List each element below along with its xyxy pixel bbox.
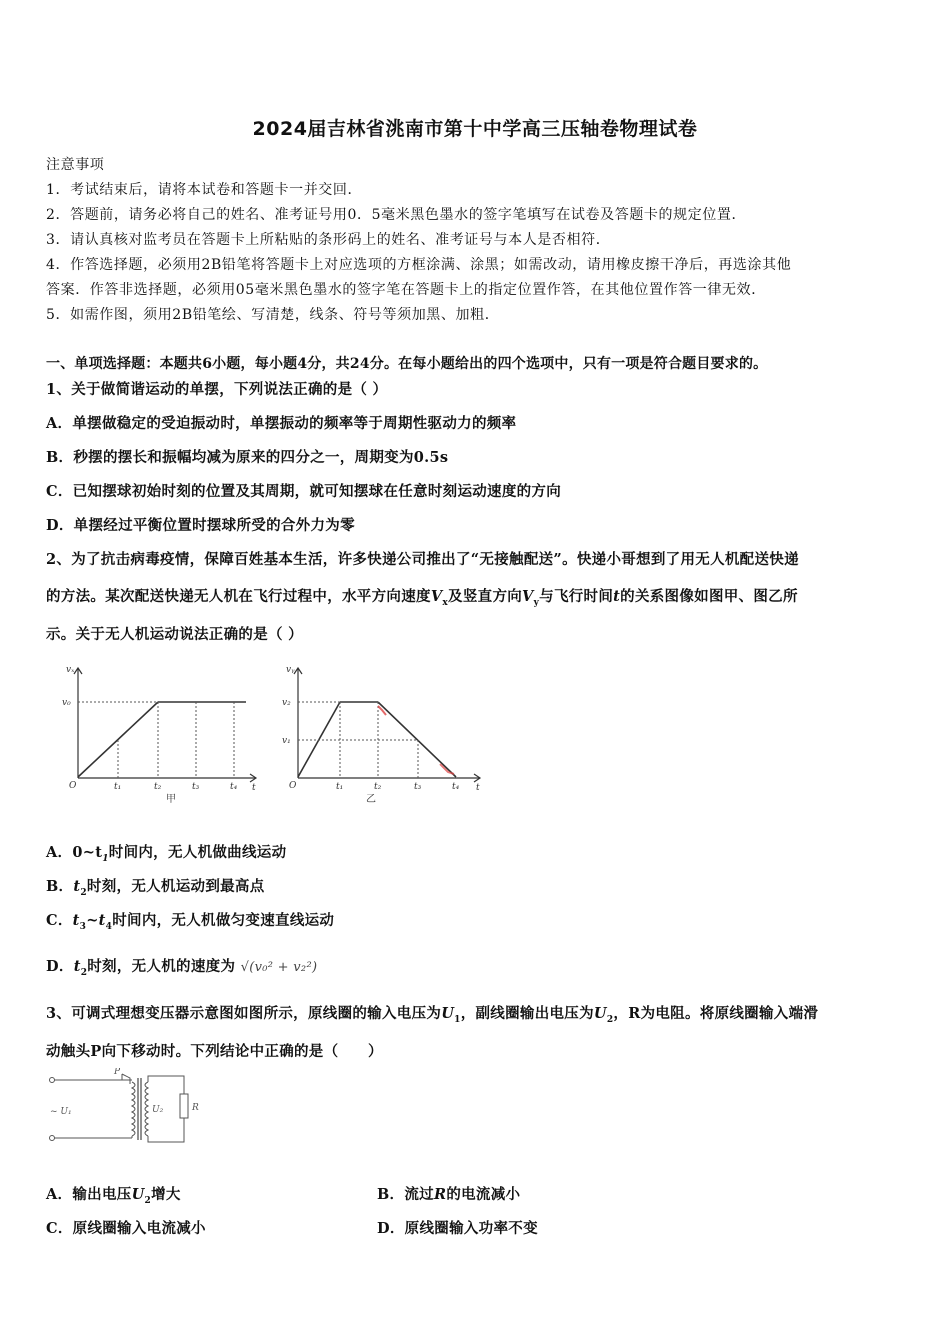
q2-stem-line1: 2、为了抗击病毒疫情，保障百姓基本生活，许多快递公司推出了“无接触配送”。快递小哥想到了用无人机配送快递	[46, 551, 799, 568]
notice-item-4: 4．作答选择题，必须用2B铅笔将答题卡上对应选项的方框涂满、涂黑；如需改动，请用橡皮擦干净后，再选涂其他	[46, 257, 792, 273]
graph-yi-caption: 乙	[366, 794, 376, 805]
graph-yi-t4: t₄	[452, 782, 460, 792]
graph-jia-y-label: vₓ	[66, 665, 75, 675]
graph-yi	[280, 660, 485, 810]
graph-jia-t4: t₄	[230, 782, 238, 792]
q3-option-d[interactable]: D．原线圈输入功率不变	[377, 1220, 538, 1237]
input-terminal-bottom	[50, 1136, 55, 1141]
q3-option-b[interactable]: B．流过R的电流减小	[377, 1186, 521, 1203]
speed-formula: √(v₀² + v₂²)	[240, 960, 318, 975]
notice-item-1: 1．考试结束后，请将本试卷和答题卡一并交回．	[46, 182, 363, 198]
notice-item-3: 3．请认真核对监考员在答题卡上所粘贴的条形码上的姓名、准考证号与本人是否相符．	[46, 232, 611, 248]
graph-yi-red-mark-1	[378, 706, 386, 715]
graph-yi-v2-label: v₂	[282, 698, 291, 708]
slider-contact	[122, 1074, 130, 1084]
graph-yi-y-label: vᵧ	[286, 665, 295, 675]
input-voltage-label: ~ U₁	[50, 1107, 72, 1117]
q2-option-a[interactable]: A．$0\sim t_1$时间内，无人机做曲线运动	[46, 844, 287, 864]
graph-yi-fall-line	[378, 702, 456, 777]
graph-yi-t-label: t	[476, 783, 480, 793]
q1-option-b[interactable]: B．秒摆的摆长和振幅均减为原来的四分之一，周期变为0.5s	[46, 449, 449, 466]
q1-stem: 1、关于做简谐运动的单摆，下列说法正确的是（ ）	[46, 381, 388, 398]
notice-heading: 注意事项	[46, 157, 105, 173]
transformer-diagram	[44, 1068, 204, 1148]
secondary-coil	[145, 1082, 148, 1136]
q1-option-a[interactable]: A．单摆做稳定的受迫振动时，单摆振动的频率等于周期性驱动力的频率	[46, 415, 517, 432]
q3-stem-line2: 动触头P向下移动时。下列结论中正确的是（ ）	[46, 1043, 383, 1060]
graph-jia-caption: 甲	[166, 794, 176, 805]
q2-option-b[interactable]: B．$t_2$时刻，无人机运动到最高点	[46, 878, 265, 898]
q2-option-d[interactable]: D．$t_2$时刻，无人机的速度为 √(v₀² + v₂²)	[46, 958, 318, 978]
graph-yi-v1-label: v₁	[282, 736, 291, 746]
q3-option-a[interactable]: A．输出电压$U_2$增大	[46, 1186, 181, 1206]
graph-jia	[60, 660, 260, 810]
notice-item-4-cont: 答案．作答非选择题，必须用05毫米黑色墨水的签字笔在答题卡上的指定位置作答，在其他位置作答一律无效．	[46, 282, 766, 298]
primary-coil	[132, 1082, 135, 1136]
q1-option-c[interactable]: C．已知摆球初始时刻的位置及其周期，就可知摆球在任意时刻运动速度的方向	[46, 483, 562, 500]
q2-stem-line2: 的方法。某次配送快递无人机在飞行过程中，水平方向速度$V_x$及竖直方向$V_y$与飞行时间t的关系图像如图甲、图乙所	[46, 588, 798, 608]
output-voltage-label: U₂	[152, 1105, 164, 1115]
graph-jia-origin: O	[69, 781, 77, 791]
secondary-wire-top	[148, 1076, 184, 1094]
q3-option-c[interactable]: C．原线圈输入电流减小	[46, 1220, 206, 1237]
graph-yi-t3: t₃	[414, 782, 422, 792]
notice-item-5: 5．如需作图，须用2B铅笔绘、写清楚，线条、符号等须加黑、加粗．	[46, 307, 500, 323]
graph-jia-v0-label: v₀	[62, 698, 71, 708]
section-heading: 一、单项选择题：本题共6小题，每小题4分，共24分。在每小题给出的四个选项中，只有一项是符合题目要求的。	[46, 356, 768, 372]
q2-stem-line3: 示。关于无人机运动说法正确的是（ ）	[46, 626, 303, 643]
graph-jia-t1: t₁	[114, 782, 122, 792]
input-terminal-top	[50, 1078, 55, 1083]
resistor	[180, 1094, 188, 1118]
graph-yi-origin: O	[289, 781, 297, 791]
slider-label: P	[114, 1068, 121, 1077]
graph-jia-t2: t₂	[154, 782, 162, 792]
page-title: 2024届吉林省洮南市第十中学高三压轴卷物理试卷	[252, 118, 698, 140]
q2-option-c[interactable]: C．$t_3\sim t_4$时间内，无人机做匀变速直线运动	[46, 912, 335, 932]
resistor-label: R	[192, 1103, 199, 1113]
q1-option-d[interactable]: D．单摆经过平衡位置时摆球所受的合外力为零	[46, 517, 355, 534]
graph-yi-t2: t₂	[374, 782, 382, 792]
graph-jia-t-label: t	[252, 783, 256, 793]
graph-yi-t1: t₁	[336, 782, 344, 792]
q3-stem-line1: 3、可调式理想变压器示意图如图所示，原线圈的输入电压为$U_1$，副线圈输出电压为$U_2$，R为电阻。将原线圈输入端滑	[46, 1005, 819, 1025]
notice-item-2: 2．答题前，请务必将自己的姓名、准考证号用0．5毫米黑色墨水的签字笔填写在试卷及答题卡的规定位置．	[46, 207, 747, 223]
secondary-wire-bottom	[148, 1118, 184, 1142]
graph-jia-t3: t₃	[192, 782, 200, 792]
